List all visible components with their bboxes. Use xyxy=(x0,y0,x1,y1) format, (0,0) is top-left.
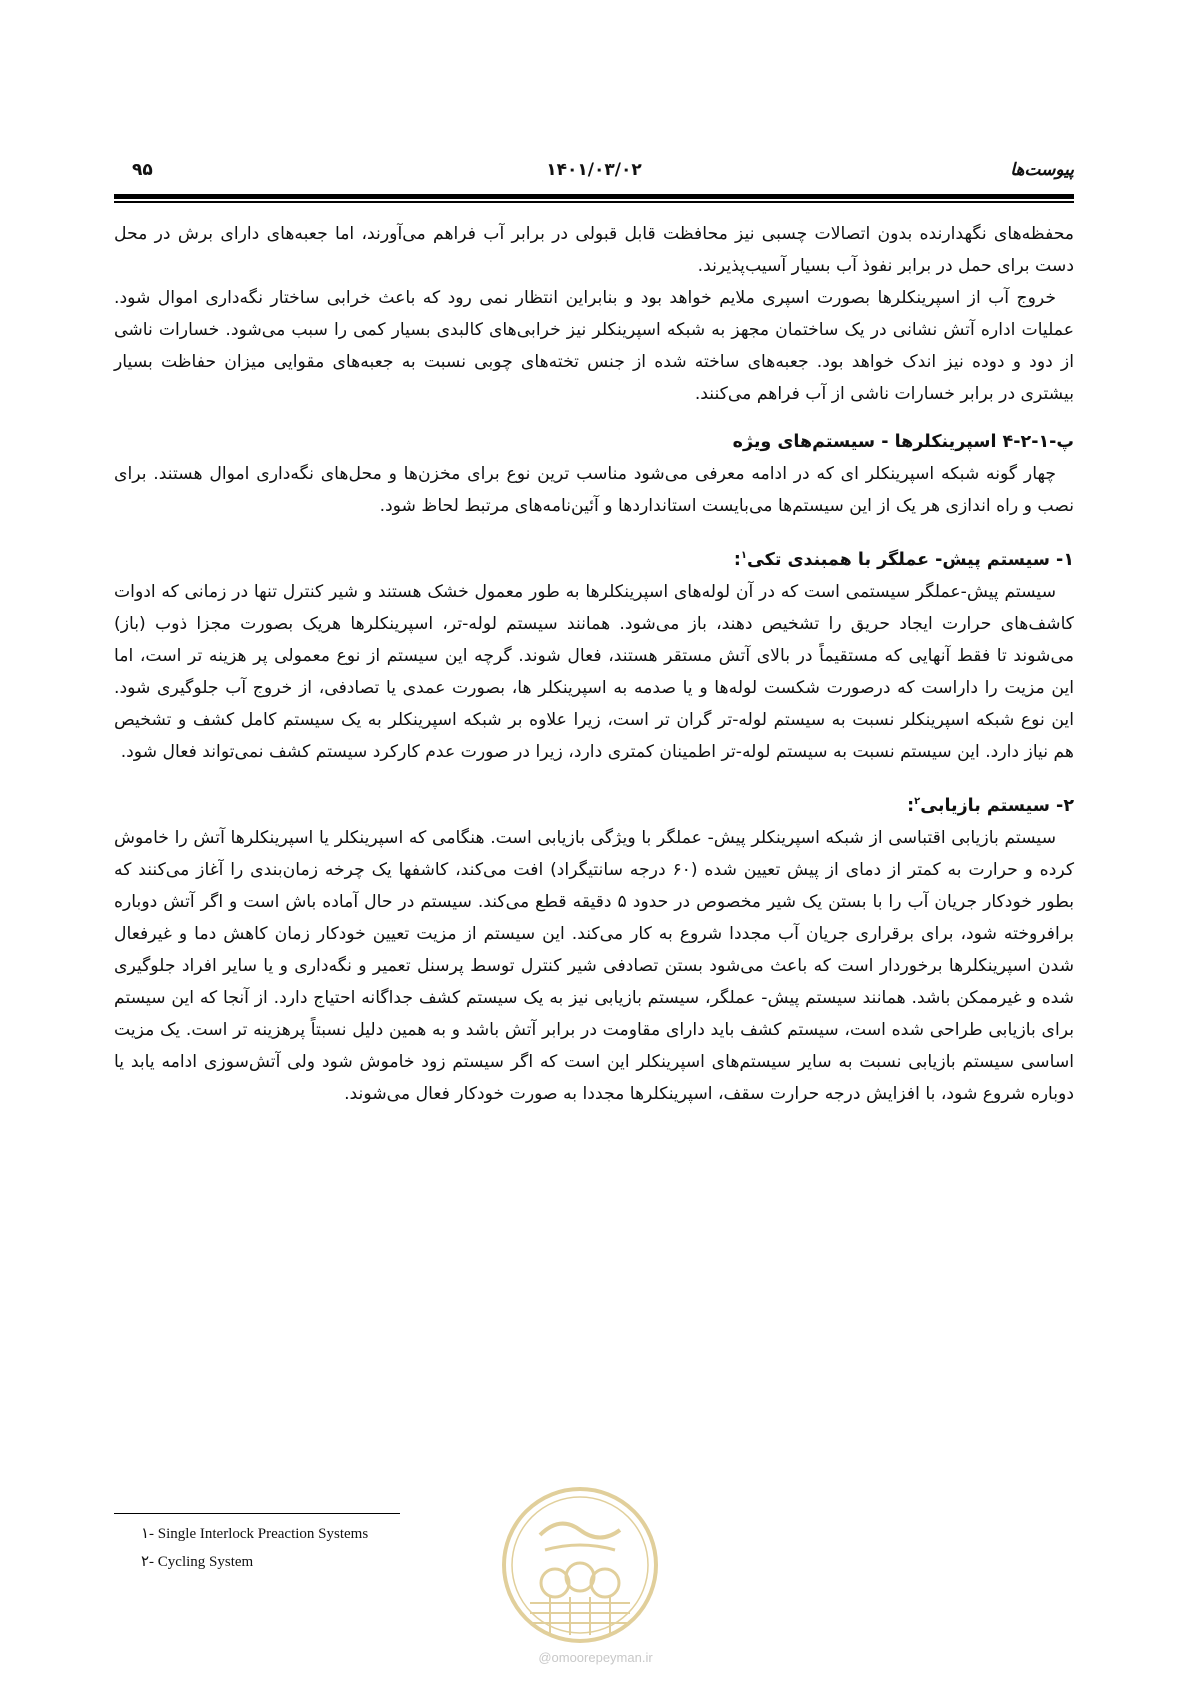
subheading-preaction xyxy=(114,544,1074,576)
footnotes xyxy=(141,1520,368,1576)
footnote-1: ۱- Single Interlock Preaction Systems xyxy=(141,1526,369,1542)
subheading-preaction-text: ۱- سیستم پیش- عملگر با همبندی تکی xyxy=(746,550,1074,570)
subheading-preaction-colon: : xyxy=(733,550,741,570)
header-section-title: پیوست‌ها xyxy=(1010,160,1074,180)
footnote-ref-1: ۱ xyxy=(740,550,747,562)
header-date: ۱۴۰۱/۰۳/۰۲ xyxy=(546,160,642,180)
paragraph-3: چهار گونه شبکه اسپرینکلر ای که در ادامه معرفی می‌شود مناسب ترین نوع برای مخزن‌ها و محل‌های نگه‌داری اموال هستند. برای نصب و راه اندازی هر یک از این سیستم‌ها می‌بایست استانداردها و آئین‌نامه‌های مرتبط لحاظ شود. xyxy=(114,464,1074,516)
paragraph-2: خروج آب از اسپرینکلرها بصورت اسپری ملایم خواهد بود و بنابراین انتظار نمی رود که باعث خرابی ساختار نگه‌داری اموال شود. عملیات اداره آتش نشانی در یک ساختمان مجهز به شبکه اسپرینکلر نیز خرابی‌های کالبدی بسیار کمی را سبب می‌شود. خسارات ناشی از دود و دوده نیز اندک خواهد بود. جعبه‌های ساخته شده از جنس تخته‌های چوبی نسبت به جعبه‌های مقوایی میزان حفاظت بسیار بیشتری در برابر خسارات ناشی از آب فراهم می‌کنند. xyxy=(114,288,1074,404)
footnote-ref-2: ۲ xyxy=(914,796,921,808)
subheading-cycling-colon: : xyxy=(907,796,915,816)
footnote-2: ۲- Cycling System xyxy=(141,1554,254,1570)
section-heading: پ-۱-۲-۴ اسپرینکلرها - سیستم‌های ویژه xyxy=(732,432,1074,452)
header-rule-thin xyxy=(114,201,1074,203)
subheading-cycling xyxy=(114,790,1074,822)
page-number: ۹۵ xyxy=(132,160,153,180)
paragraph-5: سیستم بازیابی اقتباسی از شبکه اسپرینکلر پیش- عملگر با ویژگی بازیابی است. هنگامی که اسپرینکلر یا اسپرینکلرها آتش را خاموش کرده و حرارت به کمتر از دمای از پیش تعیین شده (۶۰ درجه سانتیگراد) افت می‌کند، کاشفها یک چرخه زمان‌بندی را آغاز می‌کنند که بطور خودکار جریان آب را با بستن یک شیر مخصوص در حدود ۵ دقیقه قطع می‌کند. سیستم در حال آماده باش است و اگر آتش دوباره برافروخته شود، برای برقراری جریان آب مجددا شروع به کار می‌کند. این سیستم از مزیت تعیین خودکار زمان کاهش دما و غیرفعال شدن اسپرینکلرها برخوردار است که باعث می‌شود بستن تصادفی شیر کنترل توسط پرسنل تعمیر و نگه‌داری و یا سایر افراد جلوگیری شده و غیرممکن باشد. همانند سیستم پیش- عملگر، سیستم بازیابی نیز به یک سیستم کشف جداگانه احتیاج دارد. از آنجا که این سیستم برای بازیابی طراحی شده است، سیستم کشف باید دارای مقاومت در برابر آتش باشد و به همین دلیل نسبتاً پرهزینه تر است. یک مزیت اساسی سیستم بازیابی نسبت به سایر سیستم‌های اسپرینکلر این است که اگر سیستم زود خاموش شود ولی آتش‌سوزی ادامه یابد یا دوباره شروع شود، با افزایش درجه حرارت سقف، اسپرینکلرها مجددا به صورت خودکار فعال می‌شوند. xyxy=(114,828,1075,1104)
watermark-website: @omoorepeyman.ir xyxy=(538,1650,653,1665)
header-rule-thick xyxy=(114,194,1074,199)
subheading-cycling-text: ۲- سیستم بازیابی xyxy=(920,796,1074,816)
watermark-logo xyxy=(500,1485,660,1645)
footnote-rule xyxy=(114,1513,400,1514)
page-body xyxy=(114,218,1074,1110)
paragraph-1: محفظه‌های نگهدارنده بدون اتصالات چسبی نیز محافظت قابل قبولی در برابر آب فراهم می‌آورند، اما جعبه‌های دارای برش در محل دست برای حمل در برابر نفوذ آب بسیار آسیب‌پذیرند. xyxy=(114,224,1074,276)
paragraph-4: سیستم پیش-عملگر سیستمی است که در آن لوله‌های اسپرینکلرها به طور معمول خشک هستند و شیر کنترل تنها در زمانی که ادوات کاشف‌های حرارت ایجاد حریق را تشخیص دهند، باز می‌شود. همانند سیستم لوله-تر، اسپرینکلرها هریک بصورت مجزا ذوب (باز) می‌شوند تا فقط آنهایی که مستقیماً در بالای آتش مستقر هستند، فعال شوند. گرچه این سیستم از نوع معمولی پر هزینه تر است، اما این مزیت را داراست که درصورت شکست لوله‌ها و یا صدمه به اسپرینکلر ها، بصورت عمدی یا تصادفی، از خروج آب جلوگیری شود. این نوع شبکه اسپرینکلر نسبت به سیستم لوله-تر گران تر است، زیرا علاوه بر شبکه اسپرینکلر به یک سیستم کامل کشف و تشخیص هم نیاز دارد. این سیستم نسبت به سیستم لوله-تر اطمینان کمتری دارد، زیرا در صورت عدم کارکرد سیستم کشف نمی‌تواند فعال شود. xyxy=(114,582,1074,762)
